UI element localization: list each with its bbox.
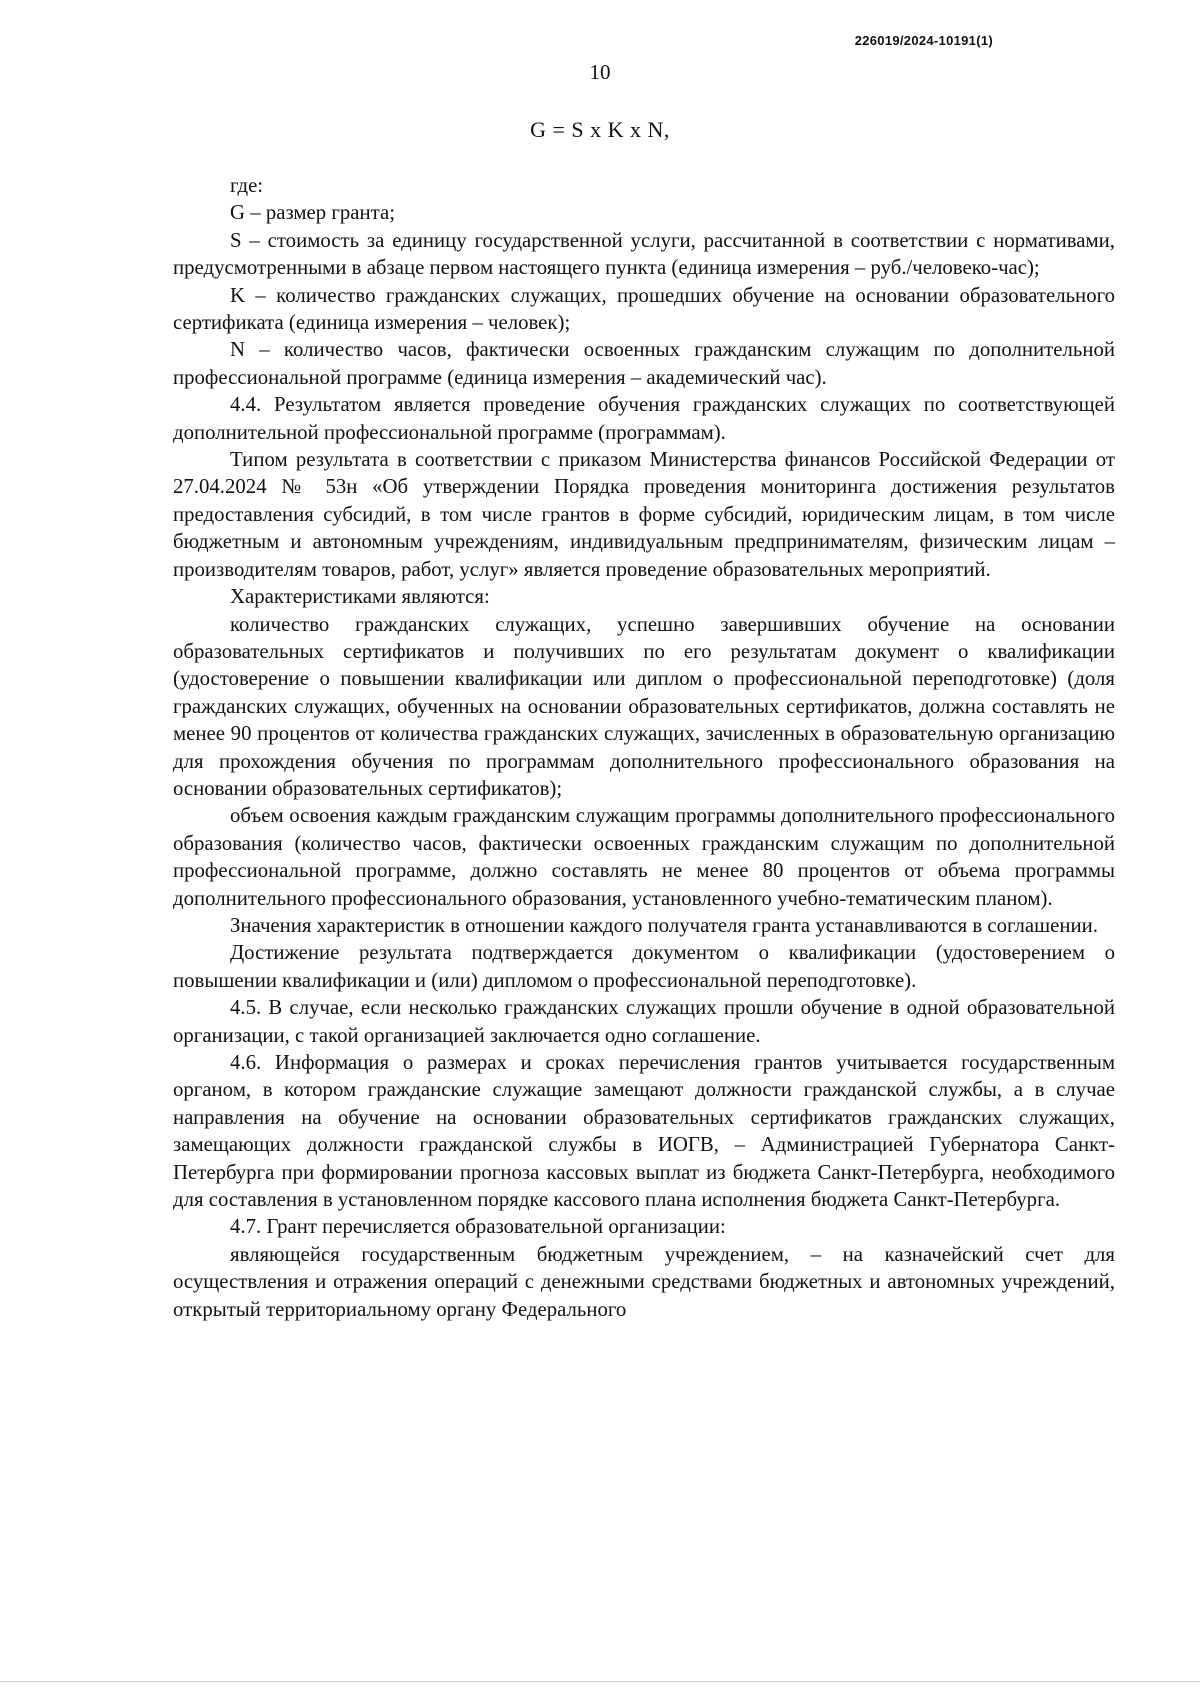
paragraph-definition-k: K – количество гражданских служащих, прошедших обучение на основании образовательного сертификата (единица измерения – человек); (173, 283, 1115, 335)
paragraph-treasury-account: являющейся государственным бюджетным учреждением, – на казначейский счет для осуществления и отражения операций с денежными средствами бюджетных и автономных учреждений, открытый территориальному органу Федерального (173, 1242, 1115, 1321)
document-registration-number: 226019/2024-10191(1) (854, 33, 993, 48)
paragraph-definition-g: G – размер гранта; (230, 201, 395, 225)
paragraph-4-4: 4.4. Результатом является проведение обучения гражданских служащих по соответствующей дополнительной профессиональной программе (программам). (173, 393, 1115, 444)
paragraph-result-confirmation: Достижение результата подтверждается документом о квалификации (удостоверением о повышении квалификации и (или) дипломом о профессиональной переподготовке). (173, 941, 1115, 992)
paragraph-characteristics-heading: Характеристиками являются: (230, 585, 490, 609)
paragraph-characteristic-values: Значения характеристик в отношении каждого получателя гранта устанавливаются в соглашении. (230, 913, 1098, 937)
page-number: 10 (589, 60, 611, 84)
paragraph-where: где: (230, 174, 264, 197)
paragraph-result-type: Типом результата в соответствии с приказом Министерства финансов Российской Федерации от 27.04.2024 № 53н «Об утверждении Порядка проведения мониторинга достижения результатов предоставления субсидий, в том числе грантов в форме субсидий, юридическим лицам, в том числе бюджетным и автономным учреждениям, индивидуальным предпринимателям, физическим лицам – производителям товаров, работ, услуг» является проведение образовательных мероприятий. (173, 448, 1115, 581)
paragraph-characteristic-volume: объем освоения каждым гражданским служащим программы дополнительного профессионального образования (количество часов, фактически освоенных гражданским служащим по дополнительной профессиональной программе, должно составлять не менее 80 процентов от объема программы дополнительного профессионального образования, установленного учебно-тематическим планом). (173, 804, 1115, 910)
paragraph-4-7: 4.7. Грант перечисляется образовательной организации: (230, 1215, 726, 1239)
paragraph-definition-s: S – стоимость за единицу государственной услуги, рассчитанной в соответствии с нормативами, предусмотренными в абзаце первом настоящего пункта (единица измерения – руб./человеко-час); (173, 228, 1115, 280)
scan-bottom-edge (0, 1681, 1200, 1682)
paragraph-characteristic-count: количество гражданских служащих, успешно завершивших обучение на основании образовательных сертификатов и получивших по его результатам документ о квалификации (удостоверение о повышении квалификации или диплом о профессиональной переподготовке) (доля гражданских служащих, обученных на основании образовательных сертификатов, должна составлять не менее 90 процентов от количества гражданских служащих, зачисленных в образовательную организацию для прохождения обучения по программам дополнительного профессионального образования на основании образовательных сертификатов); (173, 612, 1115, 800)
paragraph-4-5: 4.5. В случае, если несколько гражданских служащих прошли обучение в одной образовательной организации, с такой организацией заключается одно соглашение. (173, 996, 1115, 1047)
paragraph-4-6: 4.6. Информация о размерах и сроках перечисления грантов учитывается государственным органом, в котором гражданские служащие замещают должности гражданской службы, а в случае направления на обучение на основании образовательных сертификатов гражданских служащих, замещающих должности гражданской службы в ИОГВ, – Администрацией Губернатора Санкт-Петербурга при формировании прогноза кассовых выплат из бюджета Санкт-Петербурга, необходимого для составления в установленном порядке кассового плана исполнения бюджета Санкт-Петербурга. (173, 1051, 1115, 1212)
paragraph-definition-n: N – количество часов, фактически освоенных гражданским служащим по дополнительной профессиональной программе (единица измерения – академический час). (173, 338, 1115, 389)
grant-formula: G = S x K x N, (530, 117, 670, 142)
document-body (173, 172, 1115, 1323)
